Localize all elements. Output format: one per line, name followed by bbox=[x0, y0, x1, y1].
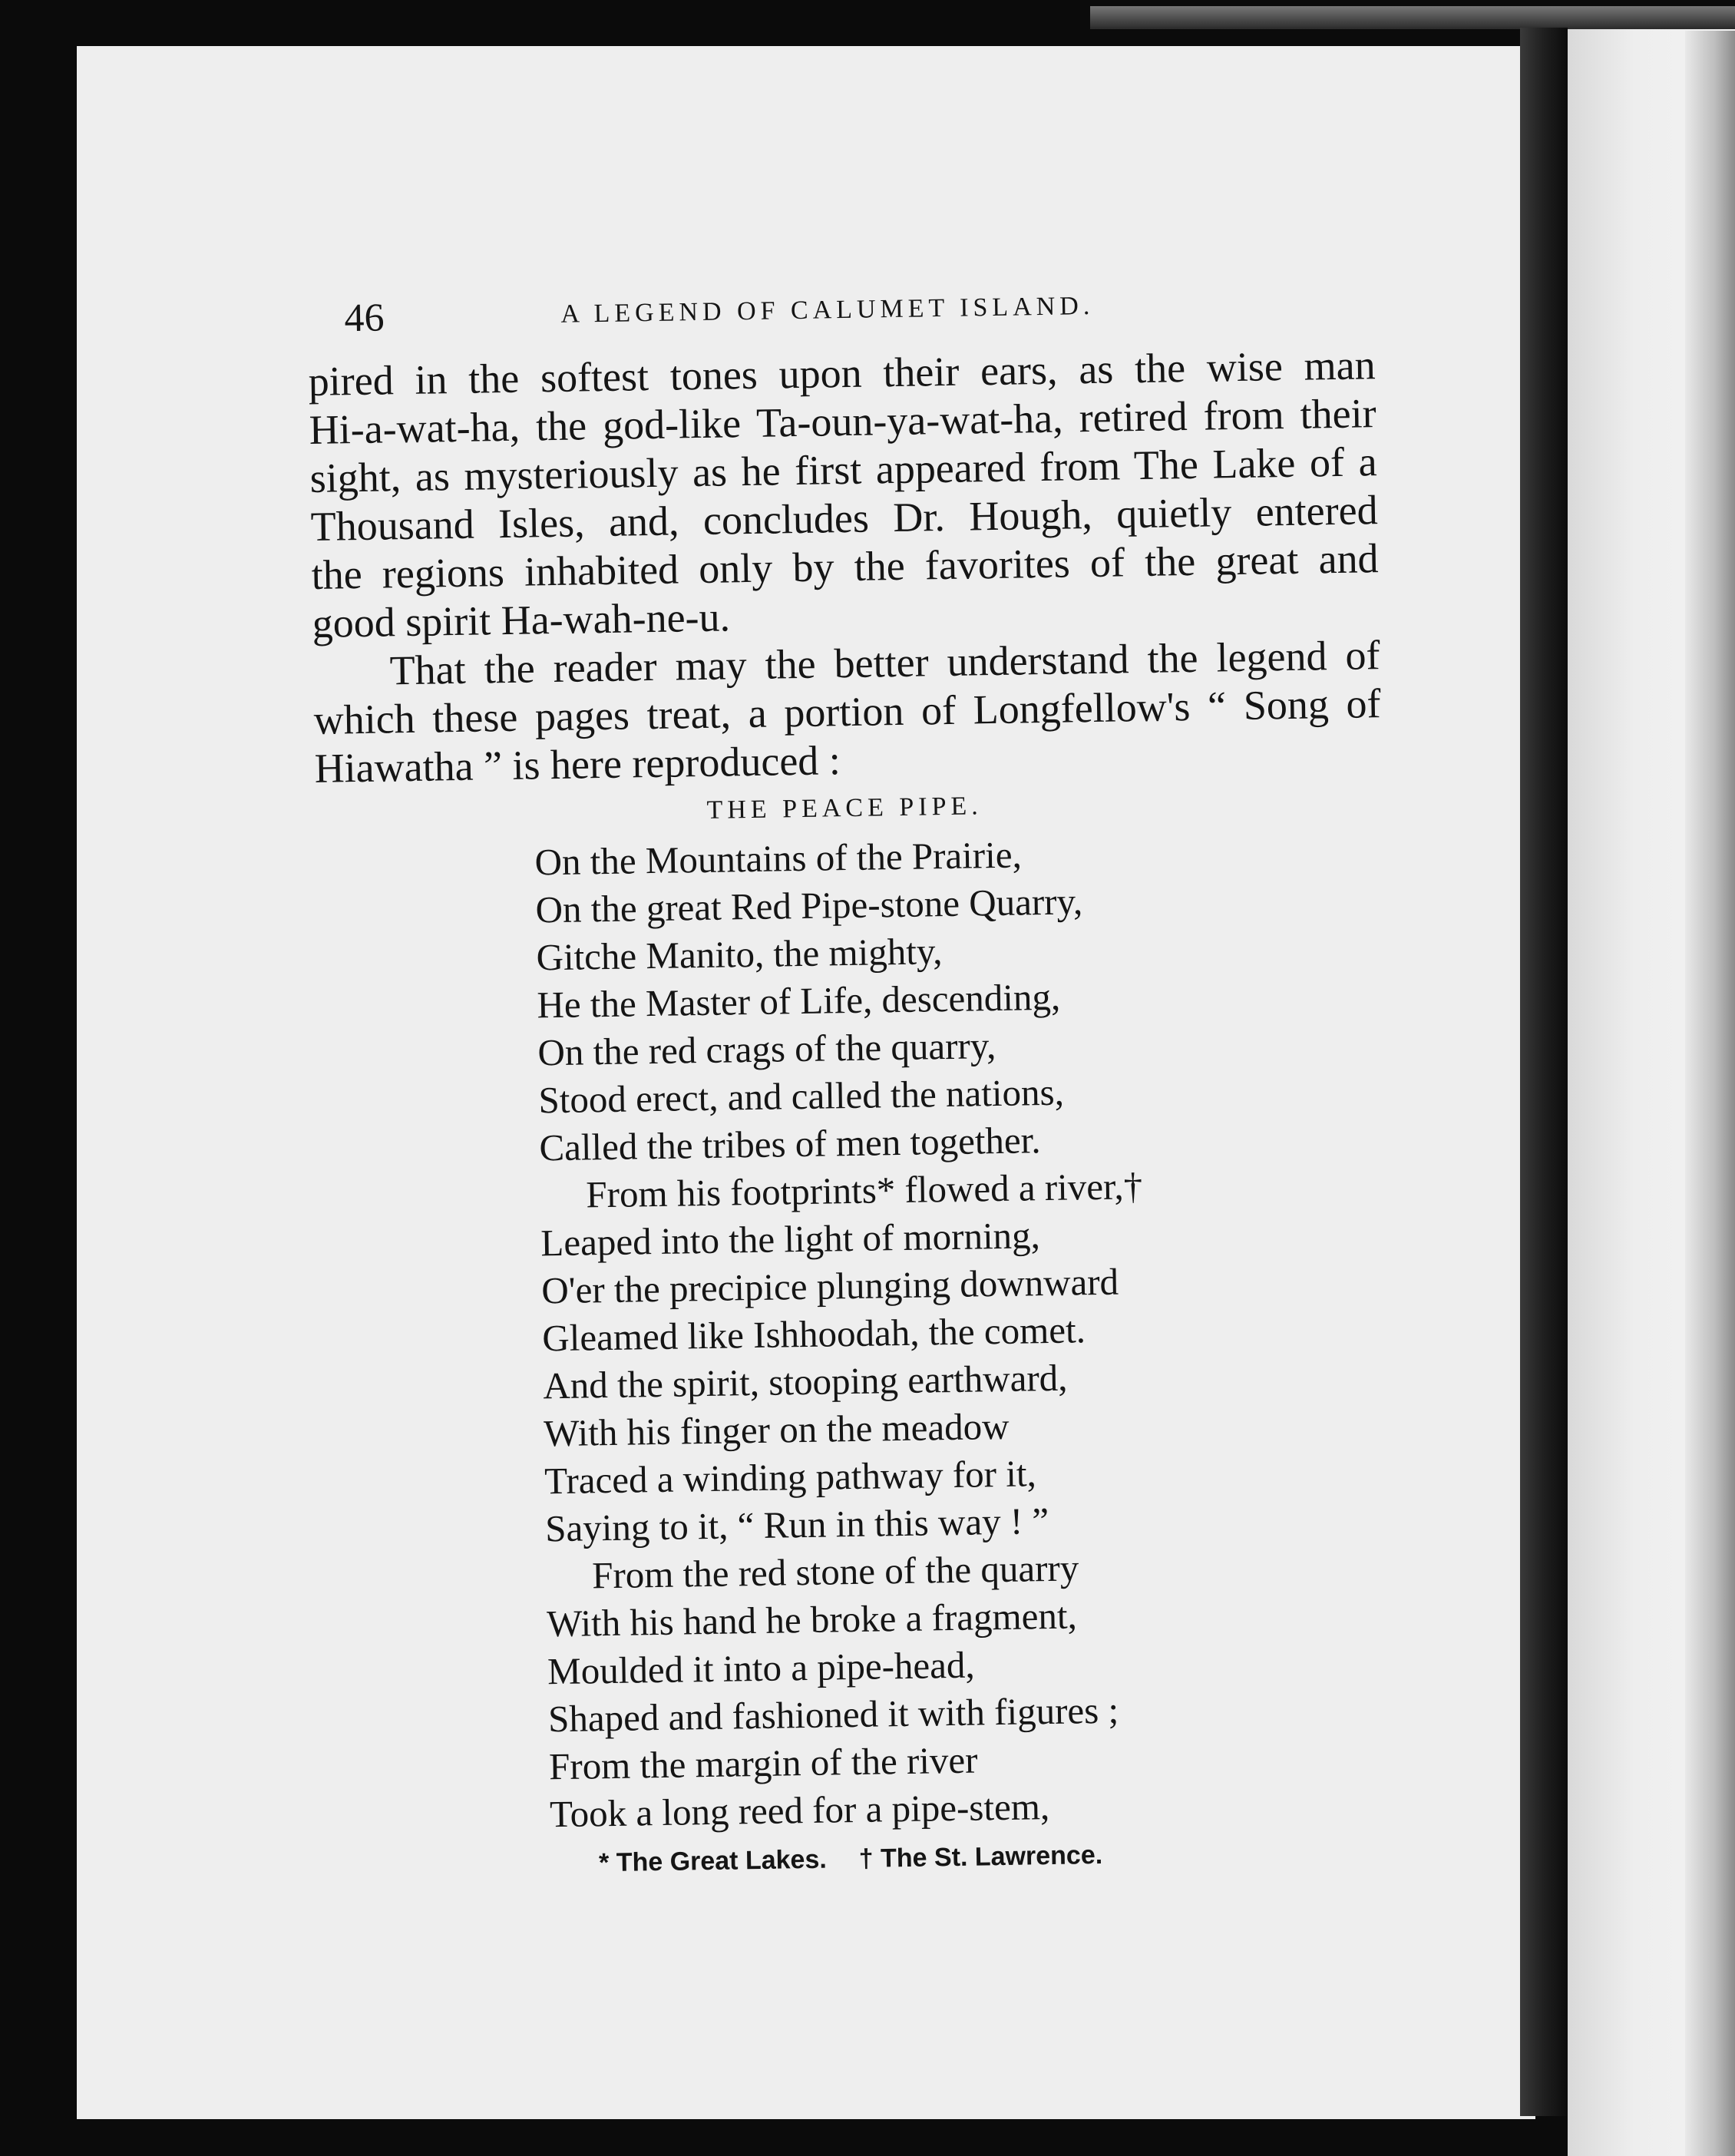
poem-line: From the red stone of the quarry bbox=[591, 1546, 1079, 1597]
footnote-great-lakes: * The Great Lakes. bbox=[598, 1844, 828, 1878]
text-line: good spirit Ha-wah-ne-u. bbox=[312, 594, 731, 646]
poem-title: THE PEACE PIPE. bbox=[706, 792, 983, 825]
poem-line: With his finger on the meadow bbox=[543, 1404, 1010, 1455]
poem-line: On the Mountains of the Prairie, bbox=[534, 833, 1023, 884]
poem-line: From his footprints* flowed a river,† bbox=[585, 1165, 1143, 1216]
poem-line: He the Master of Life, descending, bbox=[537, 975, 1061, 1027]
book-binding-shadow bbox=[1520, 28, 1568, 2116]
text-line: That the reader may the better understand the legend of bbox=[389, 632, 1380, 694]
page-content bbox=[307, 279, 1399, 1886]
poem-line: Saying to it, “ Run in this way ! ” bbox=[544, 1500, 1049, 1550]
text-line: Thousand Isles, and, concludes Dr. Hough, quietly entered bbox=[310, 487, 1379, 550]
poem-line: And the spirit, stooping earthward, bbox=[542, 1356, 1068, 1407]
poem-line: Gitche Manito, the mighty, bbox=[536, 930, 943, 979]
paragraph-intro bbox=[312, 631, 1382, 793]
poem-line: Leaped into the light of morning, bbox=[540, 1214, 1041, 1265]
text-line: sight, as mysteriously as he first appeared from The Lake of a bbox=[309, 438, 1378, 501]
poem-line: Called the tribes of men together. bbox=[539, 1119, 1041, 1169]
poem-line: Traced a winding pathway for it, bbox=[544, 1452, 1037, 1503]
poem-line: On the great Red Pipe-stone Quarry, bbox=[535, 880, 1083, 931]
poem-line: Stood erect, and called the nations, bbox=[538, 1070, 1065, 1122]
paragraph-continued bbox=[308, 341, 1380, 648]
poem bbox=[534, 825, 1398, 1838]
poem-line: From the margin of the river bbox=[548, 1738, 978, 1788]
page-edge-shadow bbox=[1685, 31, 1735, 2156]
scan-border-top bbox=[1090, 6, 1735, 29]
footnote-st-lawrence: † The St. Lawrence. bbox=[858, 1840, 1103, 1873]
text-line: Hi-a-wat-ha, the god-like Ta-oun-ya-wat-ha, retired from their bbox=[309, 390, 1377, 453]
page-number: 46 bbox=[344, 296, 385, 341]
text-line: Hiawatha ” is here reproduced : bbox=[314, 737, 841, 792]
poem-line: O'er the precipice plunging downward bbox=[540, 1260, 1119, 1312]
poem-line: On the red crags of the quarry, bbox=[537, 1024, 996, 1074]
text-line: pired in the softest tones upon their ears, as the wise man bbox=[308, 342, 1376, 405]
poem-line: Moulded it into a pipe-head, bbox=[547, 1643, 976, 1693]
text-line: which these pages treat, a portion of Longfellow's “ Song of bbox=[313, 680, 1381, 743]
text-line: the regions inhabited only by the favorites of the great and bbox=[311, 535, 1380, 598]
poem-line: Gleamed like Ishhoodah, the comet. bbox=[541, 1308, 1086, 1360]
poem-line: Shaped and fashioned it with figures ; bbox=[547, 1688, 1119, 1741]
poem-line: With his hand he broke a fragment, bbox=[546, 1594, 1078, 1645]
poem-line: Took a long reed for a pipe-stem, bbox=[549, 1785, 1050, 1836]
running-title: A LEGEND OF CALUMET ISLAND. bbox=[560, 291, 1095, 329]
